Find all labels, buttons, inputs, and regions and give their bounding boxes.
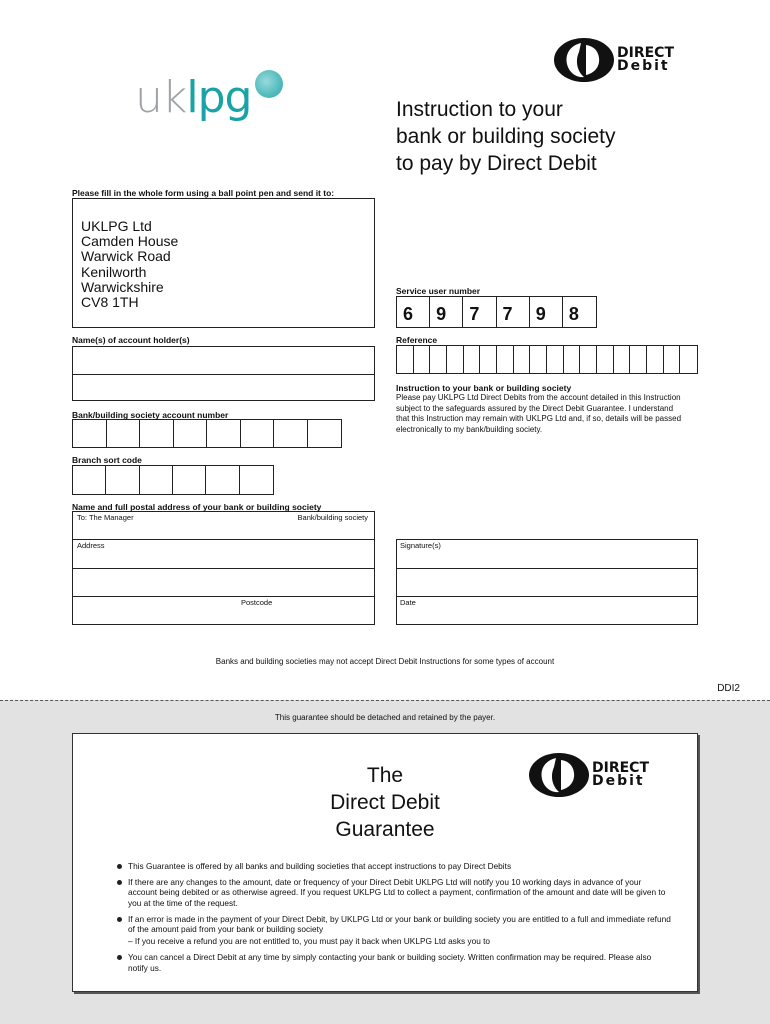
bullet-icon bbox=[117, 955, 122, 960]
reference-label: Reference bbox=[396, 335, 438, 345]
guarantee-bullets bbox=[117, 861, 672, 973]
account-number-label: Bank/building society account number bbox=[72, 410, 229, 420]
address-line: Warwickshire bbox=[81, 278, 164, 295]
guarantee-bullet bbox=[117, 952, 672, 972]
address-line: Camden House bbox=[81, 233, 179, 250]
bullet-text: If an error is made in the payment of your Direct Debit, by UKLPG Ltd or your bank or building society you are entitled to a full and immediate refund of the amount paid from your bank or building society bbox=[128, 913, 671, 935]
service-digit: 9 bbox=[530, 297, 563, 327]
guarantee-bullet bbox=[117, 914, 672, 934]
direct-debit-logo-guarantee bbox=[528, 752, 649, 798]
address-line: CV8 1TH bbox=[81, 294, 139, 311]
address-line: UKLPG Ltd bbox=[81, 218, 152, 234]
date-label: Date bbox=[400, 598, 416, 607]
account-holders-field[interactable] bbox=[72, 346, 375, 401]
signature-label: Signature(s) bbox=[400, 541, 441, 550]
sort-code-label: Branch sort code bbox=[72, 455, 142, 465]
service-digit: 6 bbox=[397, 297, 430, 327]
title-line-3: to pay by Direct Debit bbox=[396, 152, 597, 175]
service-digit: 8 bbox=[568, 304, 579, 324]
logo-uk-text: uk bbox=[135, 72, 187, 123]
dd-line2: Debit bbox=[617, 58, 670, 74]
instruction-heading: Instruction to your bank or building society bbox=[396, 383, 572, 393]
bank-address-box[interactable] bbox=[72, 511, 375, 625]
instruction-body: Please pay UKLPG Ltd Direct Debits from the account detailed in this Instruction subject to the safeguards assured by the Direct Debit Guarantee. I understand that this Instruction may remain with UKLPG Ltd and, if so, details will be passed electronically to my bank/building society. bbox=[396, 393, 682, 434]
bullet-icon bbox=[117, 880, 122, 885]
form-title bbox=[396, 96, 615, 177]
sort-code-field[interactable] bbox=[72, 465, 274, 495]
guarantee-sub-bullet: – If you receive a refund you are not entitled to, you must pay it back when UKLPG Ltd asks you to bbox=[128, 936, 491, 947]
guarantee-title-2: Direct Debit bbox=[330, 791, 440, 814]
postal-address-label: Name and full postal address of your bank or building society bbox=[72, 502, 322, 512]
bullet-text: You can cancel a Direct Debit at any time by simply contacting your bank or building society. Written confirmation may be required. Please also notify us. bbox=[128, 952, 652, 973]
dd-line1: DIRECT bbox=[592, 760, 649, 776]
footer-note: Banks and building societies may not accept Direct Debit Instructions for some types of account bbox=[215, 657, 555, 666]
title-line-2: bank or building society bbox=[396, 125, 616, 148]
guarantee-title bbox=[300, 762, 470, 843]
form-code: DDI2 bbox=[717, 683, 740, 694]
guarantee-title-1: The bbox=[366, 764, 404, 787]
address-line: Kenilworth bbox=[81, 263, 147, 280]
guarantee-title-3: Guarantee bbox=[335, 818, 435, 841]
guarantee-bullet bbox=[117, 861, 672, 871]
send-to-address-box bbox=[72, 198, 375, 328]
account-holders-label: Name(s) of account holder(s) bbox=[72, 335, 190, 345]
instruction-block bbox=[396, 383, 686, 435]
guarantee-bullet bbox=[117, 877, 672, 908]
signature-box[interactable] bbox=[396, 539, 698, 625]
direct-debit-logo bbox=[553, 37, 674, 83]
service-digit: 7 bbox=[497, 297, 530, 327]
direct-debit-icon bbox=[528, 752, 590, 798]
bullet-text: If there are any changes to the amount, date or frequency of your Direct Debit UKLPG Ltd will notify you 10 working days in advance of your account being debited or as otherwise agreed. If you request UKLPG Ltd to collect a payment, confirmation of the amount and date will be given to you at the time of the request. bbox=[128, 877, 666, 908]
account-number-field[interactable] bbox=[72, 419, 342, 448]
uklpg-logo bbox=[135, 72, 251, 123]
service-user-label: Service user number bbox=[396, 286, 481, 296]
logo-dot-icon bbox=[255, 70, 283, 98]
to-manager-label: To: The Manager bbox=[77, 513, 134, 522]
bullet-icon bbox=[117, 917, 122, 922]
fill-in-instructions: Please fill in the whole form using a ball point pen and send it to: bbox=[72, 188, 335, 198]
service-digit: 9 bbox=[430, 297, 463, 327]
logo-lpg-text: lpg bbox=[186, 72, 252, 123]
address-label: Address bbox=[77, 541, 105, 550]
service-digit: 7 bbox=[463, 297, 496, 327]
dd-line2: Debit bbox=[592, 773, 645, 789]
address-line: Warwick Road bbox=[81, 248, 171, 265]
direct-debit-icon bbox=[553, 37, 615, 83]
reference-field[interactable] bbox=[396, 345, 698, 374]
title-line-1: Instruction to your bbox=[396, 98, 563, 121]
bullet-icon bbox=[117, 864, 122, 869]
bullet-text: This Guarantee is offered by all banks and building societies that accept instructions to pay Direct Debits bbox=[128, 861, 512, 871]
detach-note: This guarantee should be detached and retained by the payer. bbox=[274, 713, 496, 722]
dd-line1: DIRECT bbox=[617, 45, 674, 61]
postcode-label: Postcode bbox=[241, 598, 273, 607]
service-user-number bbox=[396, 296, 597, 328]
bank-society-label: Bank/building society bbox=[297, 513, 368, 522]
